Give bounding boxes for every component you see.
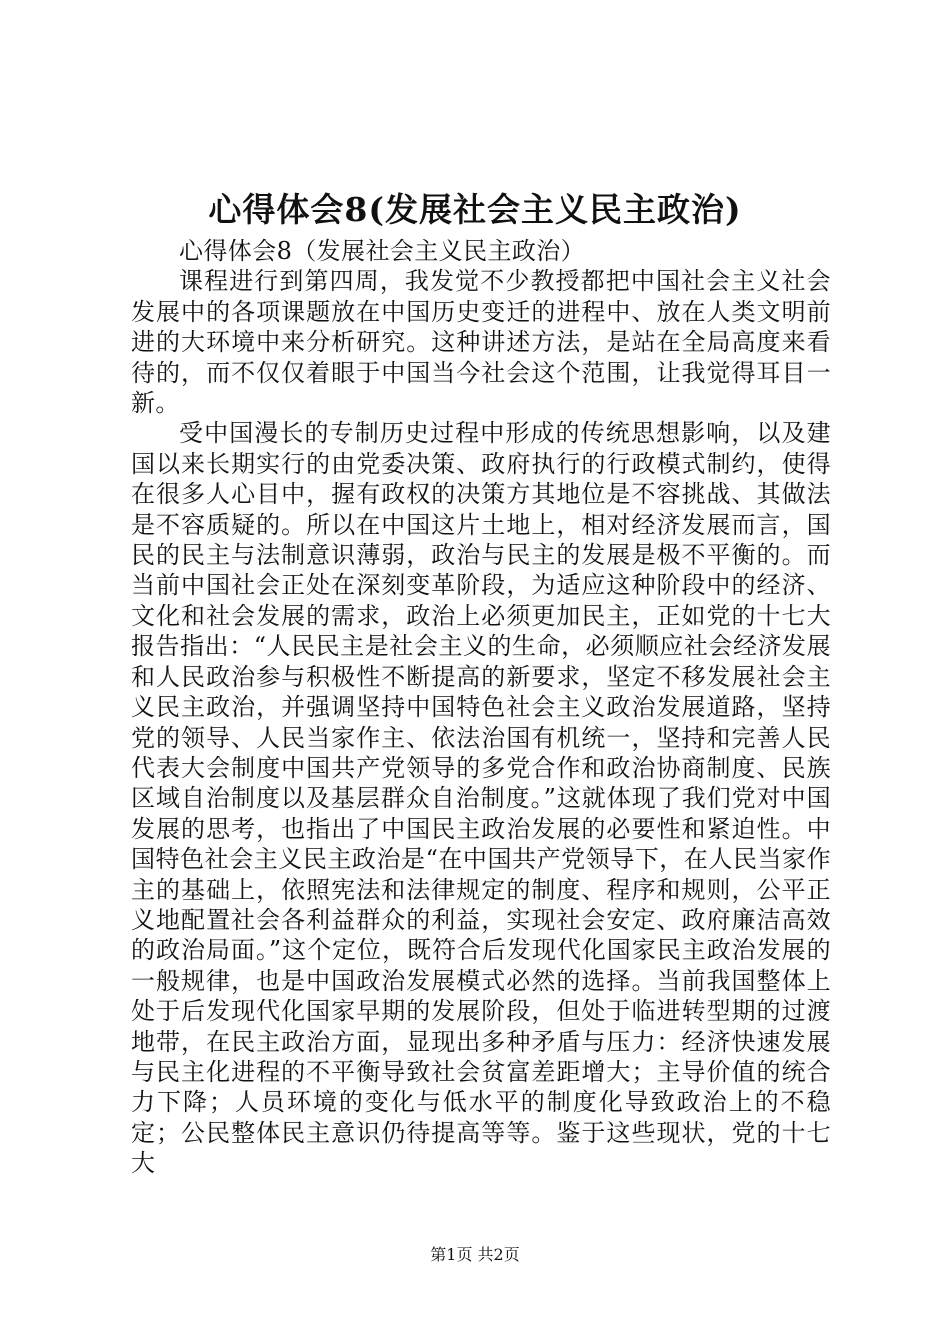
page-footer: 第1页 共2页 xyxy=(430,1245,520,1264)
paragraph-1: 课程进行到第四周，我发觉不少教授都把中国社会主义社会发展中的各项课题放在中国历史变迁的进程中、放在人类文明前进的大环境中来分析研究。这种讲述方法，是站在全局高度来看待的，而不仅仅着眼于中国当今社会这个范围，让我觉得耳目一新。 xyxy=(131,267,831,418)
document-title: 心得体会8(发展社会主义民主政治) xyxy=(208,190,742,229)
document-subtitle: 心得体会8（发展社会主义民主政治） xyxy=(179,237,586,265)
document-body xyxy=(131,236,831,1179)
paragraph-2: 受中国漫长的专制历史过程中形成的传统思想影响，以及建国以来长期实行的由党委决策、政府执行的行政模式制约，使得在很多人心目中，握有政权的决策方其地位是不容挑战、其做法是不容质疑的。所以在中国这片土地上，相对经济发展而言，国民的民主与法制意识薄弱，政治与民主的发展是极不平衡的。而当前中国社会正处在深刻变革阶段，为适应这种阶段中的经济、文化和社会发展的需求，政治上必须更加民主，正如党的十七大报告指出：“人民民主是社会主义的生命，必须顺应社会经济发展和人民政治参与积极性不断提高的新要求，坚定不移发展社会主义民主政治，并强调坚持中国特色社会主义政治发展道路，坚持党的领导、人民当家作主、依法治国有机统一，坚持和完善人民代表大会制度中国共产党领导的多党合作和政治协商制度、民族区域自治制度以及基层群众自治制度。”这就体现了我们党对中国发展的思考，也指出了中国民主政治发展的必要性和紧迫性。中国特色社会主义民主政治是“在中国共产党领导下，在人民当家作主的基础上，依照宪法和法律规定的制度、程序和规则，公平正义地配置社会各利益群众的利益，实现社会安定、政府廉洁高效的政治局面。”这个定位，既符合后发现代化国家民主政治发展的一般规律，也是中国政治发展模式必然的选择。当前我国整体上处于后发现代化国家早期的发展阶段，但处于临进转型期的过渡地带，在民主政治方面，显现出多种矛盾与压力：经济快速发展与民主化进程的不平衡导致社会贫富差距增大；主导价值的统合力下降；人员环境的变化与低水平的制度化导致政治上的不稳定；公民整体民主意识仍待提高等等。鉴于这些现状，党的十七大 xyxy=(131,419,831,1178)
